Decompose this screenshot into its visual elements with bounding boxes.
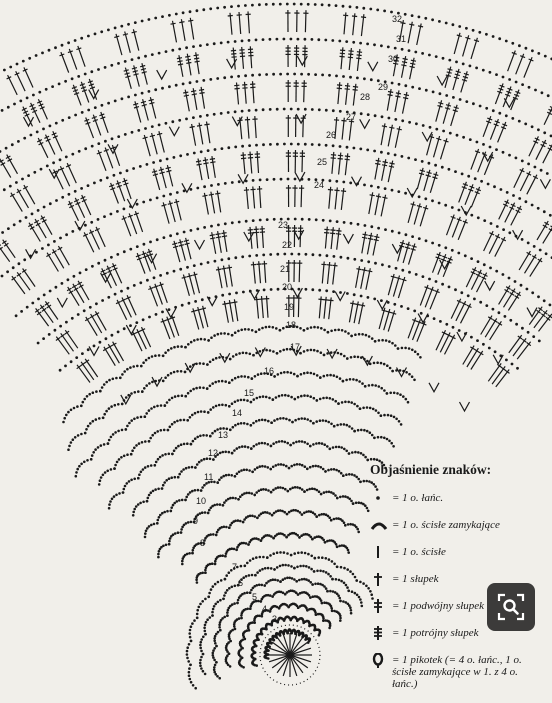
- legend-item-picot: = 1 pikotek (= 4 o. łańc., 1 o. ścisłe zamykające w 1. z 4 o. łańc.): [370, 654, 552, 690]
- legend-item-slip-stitch: = 1 o. ścisłe zamykające: [370, 519, 552, 533]
- row-number-label: 23: [278, 220, 288, 230]
- row-number-label: 5: [252, 592, 257, 602]
- row-number-label: 20: [282, 282, 292, 292]
- zoom-button[interactable]: [487, 583, 535, 631]
- row-number-label: 22: [282, 240, 292, 250]
- row-number-label: 18: [286, 320, 296, 330]
- row-number-label: 10: [196, 496, 206, 506]
- legend-item-double-crochet: = 1 słupek: [370, 573, 552, 587]
- row-number-label: 31: [396, 34, 406, 44]
- row-number-label: 30: [388, 54, 398, 64]
- row-number-label: 11: [204, 472, 213, 482]
- row-number-label: 26: [326, 130, 336, 140]
- treble-crochet-icon: [370, 599, 392, 613]
- row-number-label: 21: [280, 264, 290, 274]
- row-number-label: 4: [262, 604, 267, 614]
- row-number-label: 12: [208, 448, 218, 458]
- magnifier-icon: [496, 592, 526, 622]
- row-number-label: 15: [244, 388, 254, 398]
- legend-title: Objaśnienie znaków:: [370, 462, 552, 478]
- row-number-label: 14: [232, 408, 242, 418]
- row-number-label: 3: [272, 614, 277, 624]
- legend-item-single-crochet: = 1 o. ścisłe: [370, 546, 552, 560]
- row-number-label: 7: [232, 562, 237, 572]
- row-number-label: 25: [317, 157, 327, 167]
- double-crochet-icon: [370, 572, 392, 586]
- row-number-label: 19: [284, 302, 294, 312]
- slip-stitch-arc-icon: [370, 518, 392, 532]
- row-number-label: 28: [360, 92, 370, 102]
- row-number-label: 27: [346, 112, 356, 122]
- triple-treble-icon: [370, 626, 392, 640]
- row-number-label: 13: [218, 430, 228, 440]
- row-number-label: 32: [392, 14, 402, 24]
- row-number-label: 29: [378, 82, 388, 92]
- legend-item-triple-treble: = 1 potrójny słupek: [370, 627, 552, 641]
- row-number-label: 24: [314, 180, 324, 190]
- legend-item-chain: = 1 o. łańc.: [370, 492, 552, 506]
- legend-item-treble: = 1 podwójny słupek: [370, 600, 552, 614]
- picot-loop-icon: [370, 653, 392, 669]
- row-number-label: 9: [193, 516, 198, 526]
- row-number-label: 6: [238, 578, 243, 588]
- chain-dot-icon: [370, 491, 392, 505]
- row-number-label: 16: [264, 366, 274, 376]
- row-number-label: 17: [290, 342, 300, 352]
- single-crochet-bar-icon: [370, 545, 392, 559]
- row-number-label: 8: [200, 538, 205, 548]
